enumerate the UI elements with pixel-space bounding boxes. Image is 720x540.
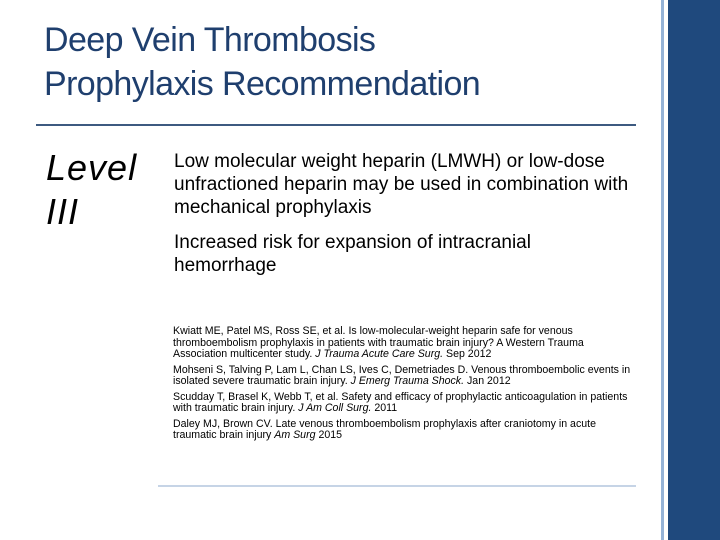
recommendation-item: Low molecular weight heparin (LMWH) or low-dose unfractioned heparin may be used in combination with mechanical prophylaxis bbox=[174, 151, 629, 218]
evidence-level-line: Level bbox=[46, 147, 138, 188]
reference-text: Daley MJ, Brown CV. Late venous thromboembolism prophylaxis after craniotomy in acute traumatic brain injury bbox=[173, 417, 596, 441]
recommendation-item: Increased risk for expansion of intracranial hemorrhage bbox=[174, 232, 531, 276]
reference-date: 2015 bbox=[315, 429, 343, 441]
evidence-level-line: III bbox=[46, 191, 80, 232]
reference-date: Jan 2012 bbox=[464, 375, 511, 387]
reference-journal: J Trauma Acute Care Surg. bbox=[315, 348, 444, 360]
reference-journal: J Am Coll Surg. bbox=[298, 402, 372, 414]
reference-text: Scudday T, Brasel K, Webb T, et al. Safety and efficacy of prophylactic anticoagulation in patients with traumatic brain injury. bbox=[173, 390, 628, 414]
evidence-level bbox=[46, 146, 156, 234]
reference-list bbox=[173, 326, 633, 446]
accent-band bbox=[668, 0, 720, 540]
reference-date: Sep 2012 bbox=[443, 348, 492, 360]
reference-item bbox=[173, 392, 633, 415]
reference-text: Mohseni S, Talving P, Lam L, Chan LS, Ives C, Demetriades D. Venous thromboembolic events in isolated severe traumatic brain injury. bbox=[173, 363, 631, 387]
title-divider bbox=[36, 124, 636, 126]
slide-title bbox=[44, 18, 644, 106]
reference-date: 2011 bbox=[371, 402, 398, 414]
slide-title-line: Prophylaxis Recommendation bbox=[44, 65, 481, 103]
bottom-divider bbox=[158, 485, 636, 487]
slide-title-line: Deep Vein Thrombosis bbox=[44, 21, 376, 59]
reference-item bbox=[173, 326, 633, 361]
reference-item bbox=[173, 365, 633, 388]
reference-journal: J Emerg Trauma Shock. bbox=[350, 375, 465, 387]
recommendation-list bbox=[174, 150, 634, 289]
reference-journal: Am Surg bbox=[274, 429, 316, 441]
reference-item bbox=[173, 419, 633, 442]
reference-text: Kwiatt ME, Patel MS, Ross SE, et al. Is low-molecular-weight heparin safe for venous thromboembolism prophylaxis in patients with traumatic brain injury? A Western Trauma Association multicenter study. bbox=[173, 325, 584, 360]
